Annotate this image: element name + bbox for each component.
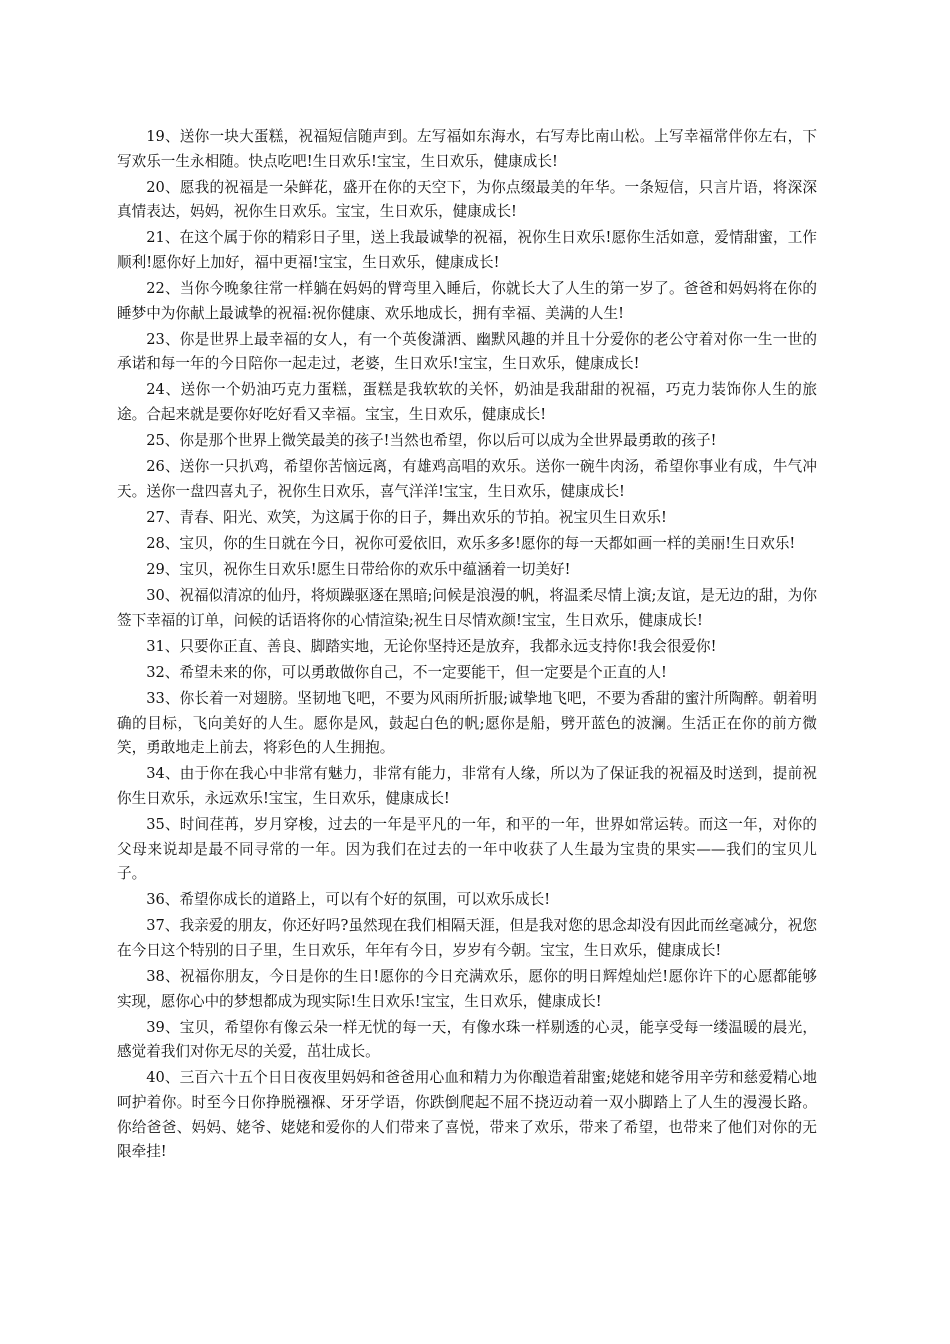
paragraph-39: 39、宝贝，希望你有像云朵一样无忧的每一天，有像水珠一样剔透的心灵，能享受每一缕温暖的晨光，感觉着我们对你无尽的关爱，茁壮成长。 [117, 1018, 817, 1061]
paragraph-40: 40、三百六十五个日日夜夜里妈妈和爸爸用心血和精力为你酿造着甜蜜;姥姥和姥爷用辛劳和慈爱精心地呵护着你。时至今日你挣脱襁褓、牙牙学语，你跌倒爬起不屈不挠迈动着一双小脚踏上了人生的漫漫长路。你给爸爸、妈妈、姥爷、姥姥和爱你的人们带来了喜悦，带来了欢乐，带来了希望，也带来了他们对你的无限牵挂! [117, 1069, 817, 1161]
paragraph-28: 28、宝贝，你的生日就在今日，祝你可爱依旧，欢乐多多!愿你的每一天都如画一样的美丽!生日欢乐! [146, 535, 796, 552]
paragraph-33: 33、你长着一对翅膀。坚韧地飞吧，不要为风雨所折服;诚挚地飞吧，不要为香甜的蜜汁所陶醉。朝着明确的目标，飞向美好的人生。愿你是风，鼓起白色的帆;愿你是船，劈开蓝色的波澜。生活正在你的前方微笑，勇敢地走上前去，将彩色的人生拥抱。 [117, 690, 817, 757]
paragraph-26: 26、送你一只扒鸡，希望你苦恼远离，有雄鸡高唱的欢乐。送你一碗牛肉汤，希望你事业有成，牛气冲天。送你一盘四喜丸子，祝你生日欢乐，喜气洋洋!宝宝，生日欢乐，健康成长! [117, 458, 817, 500]
paragraph-35: 35、时间荏苒，岁月穿梭，过去的一年是平凡的一年，和平的一年，世界如常运转。而这一年，对你的父母来说却是最不同寻常的一年。因为我们在过去的一年中收获了人生最为宝贵的果实——我们的宝贝儿子。 [117, 816, 817, 883]
paragraph-31: 31、只要你正直、善良、脚踏实地，无论你坚持还是放弃，我都永远支持你!我会很爱你! [146, 637, 717, 655]
paragraph-19: 19、送你一块大蛋糕，祝福短信随声到。左写福如东海水，右写寿比南山松。上写幸福常伴你左右，下写欢乐一生永相随。快点吃吧!生日欢乐!宝宝，生日欢乐，健康成长! [117, 128, 817, 170]
paragraph-23: 23、你是世界上最幸福的女人，有一个英俊潇洒、幽默风趣的并且十分爱你的老公守着对你一生一世的承诺和每一年的今日陪你一起走过，老婆，生日欢乐!宝宝，生日欢乐，健康成长! [117, 330, 817, 373]
paragraph-29: 29、宝贝，祝你生日欢乐!愿生日带给你的欢乐中蕴涵着一切美好! [146, 561, 571, 579]
document-body [117, 125, 817, 1166]
paragraph-38: 38、祝福你朋友，今日是你的生日!愿你的今日充满欢乐，愿你的明日辉煌灿烂!愿你许下的心愿都能够实现，愿你心中的梦想都成为现实际!生日欢乐!宝宝，生日欢乐，健康成长! [117, 968, 817, 1010]
paragraph-30: 30、祝福似清凉的仙丹，将烦躁驱逐在黑暗;问候是浪漫的帆，将温柔尽情上演;友谊，是无边的甜，为你签下幸福的订单，问候的话语将你的心情渲染;祝生日尽情欢颜!宝宝，生日欢乐，健康成长! [117, 587, 817, 629]
paragraph-27: 27、青春、阳光、欢笑，为这属于你的日子，舞出欢乐的节拍。祝宝贝生日欢乐! [146, 508, 667, 526]
paragraph-21: 21、在这个属于你的精彩日子里，送上我最诚挚的祝福，祝你生日欢乐!愿你生活如意，爱情甜蜜，工作顺利!愿你好上加好，福中更福!宝宝，生日欢乐，健康成长! [117, 229, 817, 271]
paragraph-22: 22、当你今晚象往常一样躺在妈妈的臂弯里入睡后，你就长大了人生的第一岁了。爸爸和妈妈将在你的睡梦中为你献上最诚挚的祝福:祝你健康、欢乐地成长，拥有幸福、美满的人生! [117, 280, 817, 322]
paragraph-25: 25、你是那个世界上微笑最美的孩子!当然也希望，你以后可以成为全世界最勇敢的孩子! [146, 432, 717, 450]
paragraph-36: 36、希望你成长的道路上，可以有个好的氛围，可以欢乐成长! [146, 891, 551, 909]
paragraph-20: 20、愿我的祝福是一朵鲜花，盛开在你的天空下，为你点缀最美的年华。一条短信，只言片语，将深深真情表达，妈妈，祝你生日欢乐。宝宝，生日欢乐，健康成长! [117, 178, 817, 221]
paragraph-37: 37、我亲爱的朋友，你还好吗?虽然现在我们相隔天涯，但是我对您的思念却没有因此而丝毫减分，祝您在今日这个特别的日子里，生日欢乐，年年有今日，岁岁有今朝。宝宝，生日欢乐，健康成长! [117, 917, 817, 959]
paragraph-32: 32、希望未来的你，可以勇敢做你自己，不一定要能干，但一定要是个正直的人! [146, 663, 667, 681]
paragraph-24: 24、送你一个奶油巧克力蛋糕，蛋糕是我软软的关怀，奶油是我甜甜的祝福，巧克力装饰你人生的旅途。合起来就是要你好吃好看又幸福。宝宝，生日欢乐，健康成长! [117, 381, 817, 424]
paragraph-34: 34、由于你在我心中非常有魅力，非常有能力，非常有人缘，所以为了保证我的祝福及时送到，提前祝你生日欢乐，永远欢乐!宝宝，生日欢乐，健康成长! [117, 765, 817, 807]
